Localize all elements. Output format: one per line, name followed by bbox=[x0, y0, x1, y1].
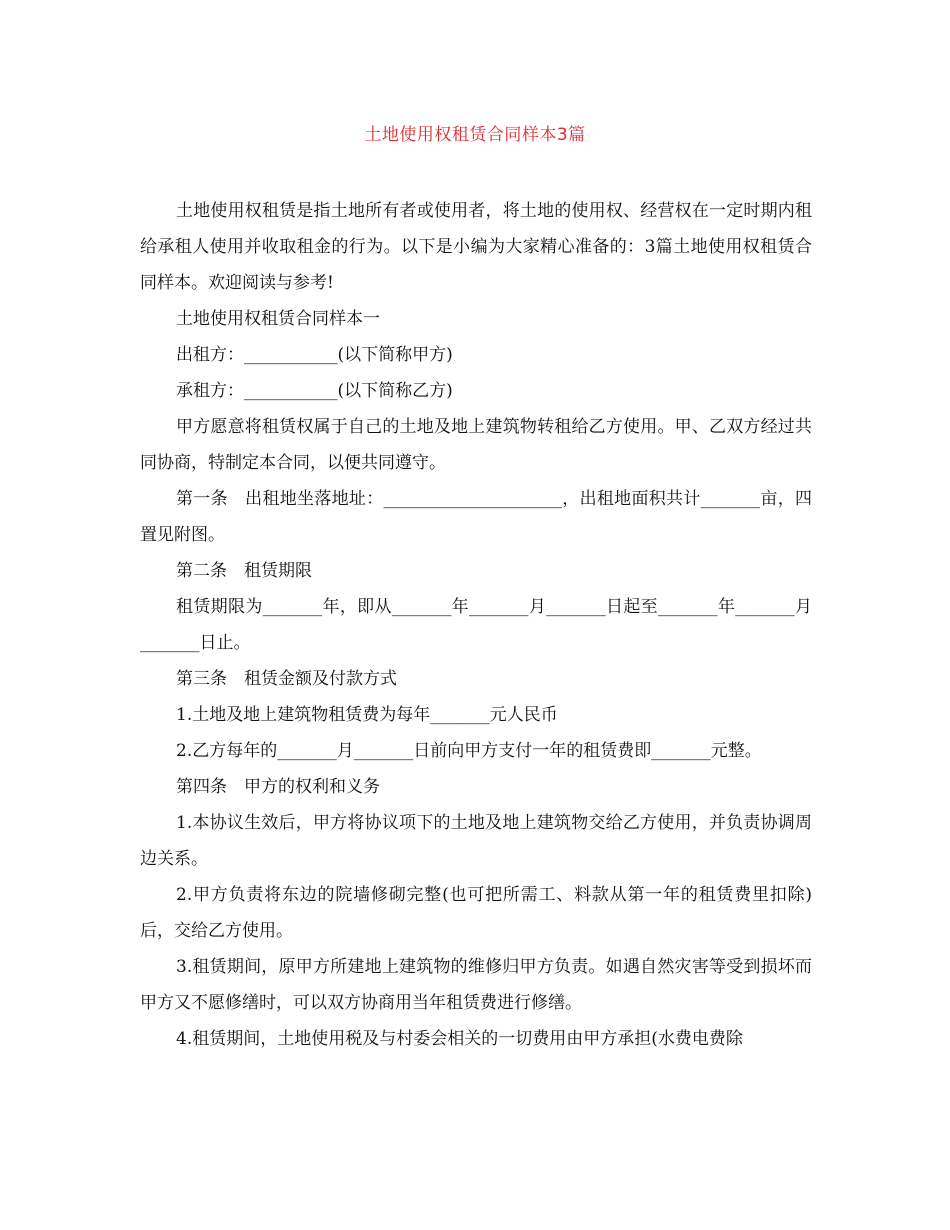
lessor-duty-item-4: 4.租赁期间，土地使用税及与村委会相关的一切费用由甲方承担(水费电费除 bbox=[176, 1029, 743, 1049]
lease-term-paragraph: 租赁期限为_______年，即从_______年_______月_______日起至_______年_______月_______日止。 bbox=[140, 597, 812, 653]
lessor-duty-item-1: 1.本协议生效后，甲方将协议项下的土地及地上建筑物交给乙方使用，并负责协调周边关系。 bbox=[140, 813, 812, 869]
document-title: 土地使用权租赁合同样本3篇 bbox=[364, 125, 586, 145]
lessee-line: 承租方：___________(以下简称乙方) bbox=[176, 381, 453, 401]
payment-item: 2.乙方每年的_______月_______日前向甲方支付一年的租赁费即_______元整。 bbox=[176, 741, 762, 761]
article-three-heading: 第三条 租赁金额及付款方式 bbox=[176, 669, 397, 689]
lessor-line: 出租方：___________(以下简称甲方) bbox=[176, 345, 453, 365]
lessor-duty-item-2: 2.甲方负责将东边的院墙修砌完整(也可把所需工、料款从第一年的租赁费里扣除)后，交给乙方使用。 bbox=[140, 885, 812, 941]
agreement-paragraph: 甲方愿意将租赁权属于自己的土地及地上建筑物转租给乙方使用。甲、乙双方经过共同协商，特制定本合同，以便共同遵守。 bbox=[140, 417, 812, 473]
article-two-heading: 第二条 租赁期限 bbox=[176, 561, 312, 581]
rent-amount-item: 1.土地及地上建筑物租赁费为每年_______元人民币 bbox=[176, 705, 558, 725]
article-one: 第一条 出租地坐落地址：_____________________，出租地面积共计_______亩，四置见附图。 bbox=[140, 489, 812, 545]
intro-paragraph: 土地使用权租赁是指土地所有者或使用者，将土地的使用权、经营权在一定时期内租给承租人使用并收取租金的行为。以下是小编为大家精心准备的：3篇土地使用权租赁合同样本。欢迎阅读与参考! bbox=[140, 201, 812, 293]
article-four-heading: 第四条 甲方的权利和义务 bbox=[176, 777, 380, 797]
lessor-duty-item-3: 3.租赁期间，原甲方所建地上建筑物的维修归甲方负责。如遇自然灾害等受到损坏而甲方又不愿修缮时，可以双方协商用当年租赁费进行修缮。 bbox=[140, 957, 812, 1013]
section-heading-sample-one: 土地使用权租赁合同样本一 bbox=[176, 309, 380, 329]
document-body bbox=[140, 193, 812, 1057]
